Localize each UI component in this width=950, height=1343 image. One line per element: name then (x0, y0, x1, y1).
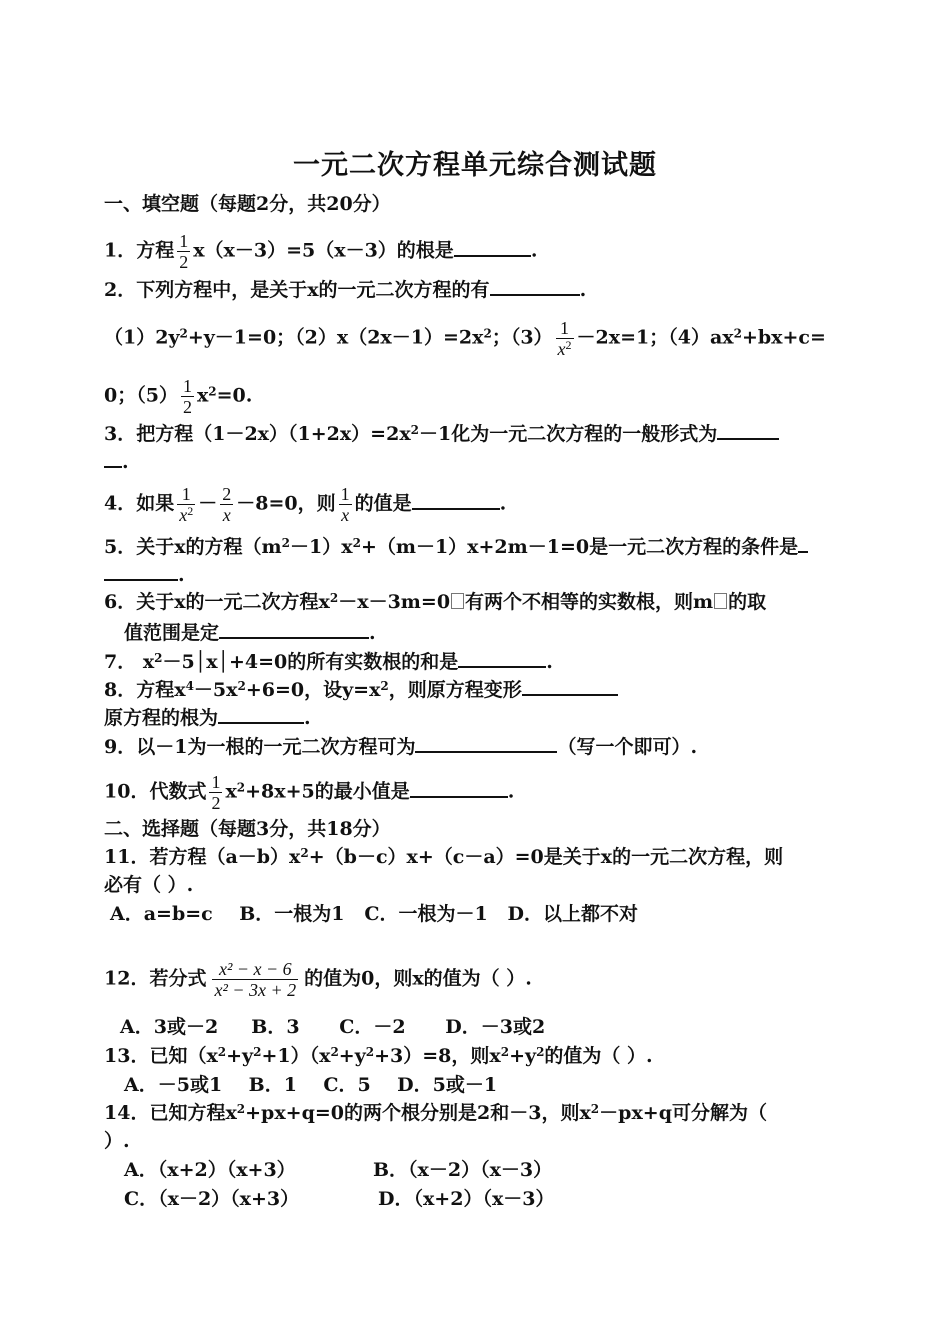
exponent: 2 (217, 1045, 227, 1059)
question-10 (104, 772, 514, 813)
q2-option-3-label: ；（3） (491, 326, 553, 349)
q14-stem: 14．已知方程x (104, 1102, 237, 1124)
q8-roots-blank[interactable] (218, 704, 304, 724)
q8-period: . (304, 707, 311, 729)
q1-frac-numerator: 1 (179, 231, 189, 251)
q3-answer-blank[interactable] (717, 420, 779, 440)
q6-answer-blank[interactable] (219, 619, 369, 639)
question-6-line2 (124, 619, 376, 645)
q3-text-2: －1化为一元二次方程的一般形式为 (419, 423, 718, 445)
exponent: 2 (187, 504, 194, 518)
q5-text: 5．关于x的方程（m (104, 536, 282, 558)
frac-numerator: 1 (177, 484, 195, 505)
q6-line2: 值范围是定 (124, 622, 220, 644)
question-13 (104, 1044, 653, 1068)
q13-part: +y (226, 1045, 254, 1067)
q6-text-2: －x－3m=0 (338, 591, 451, 613)
question-12 (104, 959, 532, 1000)
exponent: 2 (733, 326, 742, 341)
q8-text: 8．方程x (104, 679, 186, 701)
q9-note: （写一个即可）. (557, 736, 698, 758)
page-title: 一元二次方程单元综合测试题 (293, 150, 657, 181)
exponent: 2 (483, 326, 492, 341)
q9-text: 9．以－1为一根的一元二次方程可为 (104, 736, 416, 758)
missing-glyph-box (451, 593, 464, 609)
q2-answer-blank[interactable] (490, 276, 580, 296)
exponent: 4 (185, 679, 194, 693)
q2-stem: 2．下列方程中，是关于x的一元二次方程的有 (104, 279, 490, 301)
q7-text-2: －5│x│+4=0的所有实数根的和是 (162, 651, 459, 673)
frac-denominator (556, 339, 574, 359)
q14-part: +px+q=0的两个根分别是2和－3，则x (245, 1102, 591, 1124)
q10-fraction (209, 772, 222, 813)
q12-text: 的值为0，则x的值为（ ）. (304, 967, 532, 990)
q8-text-2: －5x (193, 679, 238, 701)
q10-answer-blank[interactable] (410, 778, 508, 798)
q14-option-b[interactable]: B．（x－2）（x－3） (373, 1159, 553, 1181)
q5-answer-blank-cont[interactable] (104, 561, 178, 581)
q8-transform-blank[interactable] (522, 676, 618, 696)
q3-text: 3．把方程（1－2x）（1+2x）=2x (104, 423, 411, 445)
section-heading-fill-in: 一、填空题（每题2分，共20分） (104, 193, 391, 215)
frac-denominator: x (222, 505, 231, 525)
exponent: 2 (253, 1045, 262, 1059)
section-heading-choice: 二、选择题（每题3分，共18分） (104, 818, 391, 840)
q5-text-3: +（m－1）x+2m－1=0是一元二次方程的条件是 (360, 536, 799, 558)
q13-part: 的值为（ ）. (544, 1045, 653, 1067)
q13-part: +1）（x (261, 1045, 331, 1067)
q11-line2: 必有（ ）. (104, 874, 194, 896)
question-3-line2 (104, 448, 129, 474)
q14-option-d[interactable]: D．（x+2）（x－3） (378, 1188, 555, 1210)
q3-answer-blank-cont[interactable] (104, 448, 122, 468)
q11-stem: 11．若方程（a－b）x (104, 846, 301, 868)
q6-text: 6．关于x的一元二次方程x (104, 591, 330, 613)
exponent: 2 (330, 1045, 339, 1059)
q2-option-1: （1）2y (104, 326, 180, 349)
q2-option-1-2: +y－1=0；（2）x（2x－1）=2x (187, 326, 484, 349)
q9-answer-blank[interactable] (415, 733, 557, 753)
frac-den-var: x (557, 339, 566, 359)
exponent: 2 (154, 651, 163, 665)
q13-stem: 13．已知（x (104, 1045, 218, 1067)
exponent: 2 (352, 536, 361, 550)
q2-option-3-text: －2x=1；（4）ax (576, 326, 734, 349)
q11-stem-2: +（b－c）x+（c－a）=0是关于x的一元二次方程，则 (308, 846, 784, 868)
q4-prefix: 4．如果 (104, 492, 175, 515)
q14-option-c[interactable]: C．（x－2）（x+3） (124, 1188, 300, 1210)
frac-denominator: x² − 3x + 2 (214, 980, 297, 1000)
q5-text-2: －1）x (290, 536, 353, 558)
q4-fraction-2 (220, 484, 233, 525)
exponent: 2 (300, 846, 309, 860)
frac-den-var: x (179, 505, 188, 525)
q4-minus: － (198, 492, 218, 515)
question-2-options (104, 318, 826, 359)
question-5 (104, 533, 808, 559)
question-2-options-line3 (104, 376, 252, 417)
question-9 (104, 733, 697, 759)
q5-answer-blank[interactable] (798, 533, 808, 553)
q13-part: +3）=8，则x (374, 1045, 501, 1067)
q14-line2: ）. (104, 1130, 130, 1152)
q7-period: . (546, 651, 553, 673)
q13-part: +y (338, 1045, 366, 1067)
question-6 (104, 590, 766, 614)
q2-option-5-end: =0. (216, 384, 253, 407)
q12-options[interactable]: A．3或－2 B．3 C．－2 D．－3或2 (120, 1016, 546, 1038)
exponent: 2 (236, 1102, 246, 1116)
q7-text: 7． x (104, 651, 155, 673)
frac-numerator: 1 (182, 376, 192, 396)
q4-answer-blank[interactable] (412, 490, 500, 510)
q10-period: . (507, 780, 515, 803)
exponent: 2 (236, 780, 246, 795)
q2-option-5-fraction (181, 376, 194, 417)
q1-fraction (177, 231, 190, 272)
exponent: 2 (410, 423, 420, 437)
q10-text: +8x+5的最小值是 (245, 780, 410, 803)
frac-numerator: x² − x − 6 (212, 959, 298, 980)
q1-frac-denominator: 2 (179, 252, 189, 272)
question-4 (104, 484, 506, 525)
frac-numerator: 1 (211, 772, 221, 792)
exponent: 2 (590, 1102, 600, 1116)
frac-denominator: 2 (211, 793, 221, 813)
q3-period: . (122, 451, 129, 473)
question-11 (104, 845, 783, 869)
frac-denominator: x (341, 505, 350, 525)
question-2 (104, 276, 586, 302)
exponent: 2 (281, 536, 291, 550)
q7-answer-blank[interactable] (458, 648, 546, 668)
q5-period: . (178, 564, 185, 586)
exponent: 2 (500, 1045, 510, 1059)
q12-fraction (212, 959, 298, 1000)
q8-text-3: +6=0，设y=x (245, 679, 381, 701)
q1-text: x（x－3）=5（x－3）的根是 (193, 239, 454, 262)
q13-options[interactable]: A．－5或1 B．1 C．5 D．5或－1 (124, 1074, 498, 1096)
q1-prefix: 1．方程 (104, 239, 175, 262)
q2-option-5-label: 0；（5） (104, 384, 178, 407)
frac-denominator: 2 (182, 397, 192, 417)
frac-numerator: 2 (222, 484, 232, 504)
question-7 (104, 648, 553, 674)
exponent: 2 (536, 1045, 545, 1059)
q8-text-4: ，则原方程变形 (388, 679, 522, 701)
question-8 (104, 676, 618, 702)
question-8-line2 (104, 704, 311, 730)
q4-fraction-1 (177, 484, 195, 525)
q10-var: x (225, 780, 237, 803)
q2-option-5-var: x (196, 384, 209, 407)
question-14 (104, 1101, 767, 1125)
q1-period: . (530, 239, 538, 262)
q4-text: －8=0，则 (236, 492, 336, 515)
question-1 (104, 231, 537, 272)
exponent: 2 (179, 326, 188, 341)
q4-fraction-3 (339, 484, 352, 525)
exponent: 2 (329, 591, 339, 605)
exponent: 2 (565, 338, 572, 352)
q14-part: －px+q可分解为（ (599, 1102, 767, 1124)
q1-answer-blank[interactable] (454, 237, 531, 257)
q2-period: . (579, 279, 587, 301)
q4-text-2: 的值是 (354, 492, 412, 515)
q14-option-a[interactable]: A．（x+2）（x+3） (124, 1159, 296, 1181)
q2-option-4-text: +bx+c= (741, 326, 826, 349)
exponent: 2 (380, 679, 389, 693)
q8-line2: 原方程的根为 (104, 707, 219, 729)
q6-text-3: 有两个不相等的实数根，则m (465, 591, 714, 613)
q10-prefix: 10．代数式 (104, 780, 207, 803)
q6-period: . (369, 622, 376, 644)
q4-period: . (499, 492, 507, 515)
exponent: 2 (208, 384, 217, 399)
frac-numerator: 1 (556, 318, 574, 339)
missing-glyph-box (714, 593, 727, 609)
q12-prefix: 12．若分式 (104, 967, 207, 990)
question-5-line2 (104, 561, 185, 587)
frac-numerator: 1 (340, 484, 350, 504)
exponent: 2 (365, 1045, 375, 1059)
q11-options[interactable]: A．a=b=c B．一根为1 C．一根为－1 D．以上都不对 (110, 903, 638, 925)
frac-denominator (177, 505, 195, 525)
q13-part: +y (509, 1045, 537, 1067)
q2-option-3-fraction (556, 318, 574, 359)
exponent: 2 (237, 679, 246, 693)
q6-text-4: 的取 (728, 591, 767, 613)
question-3 (104, 420, 779, 446)
